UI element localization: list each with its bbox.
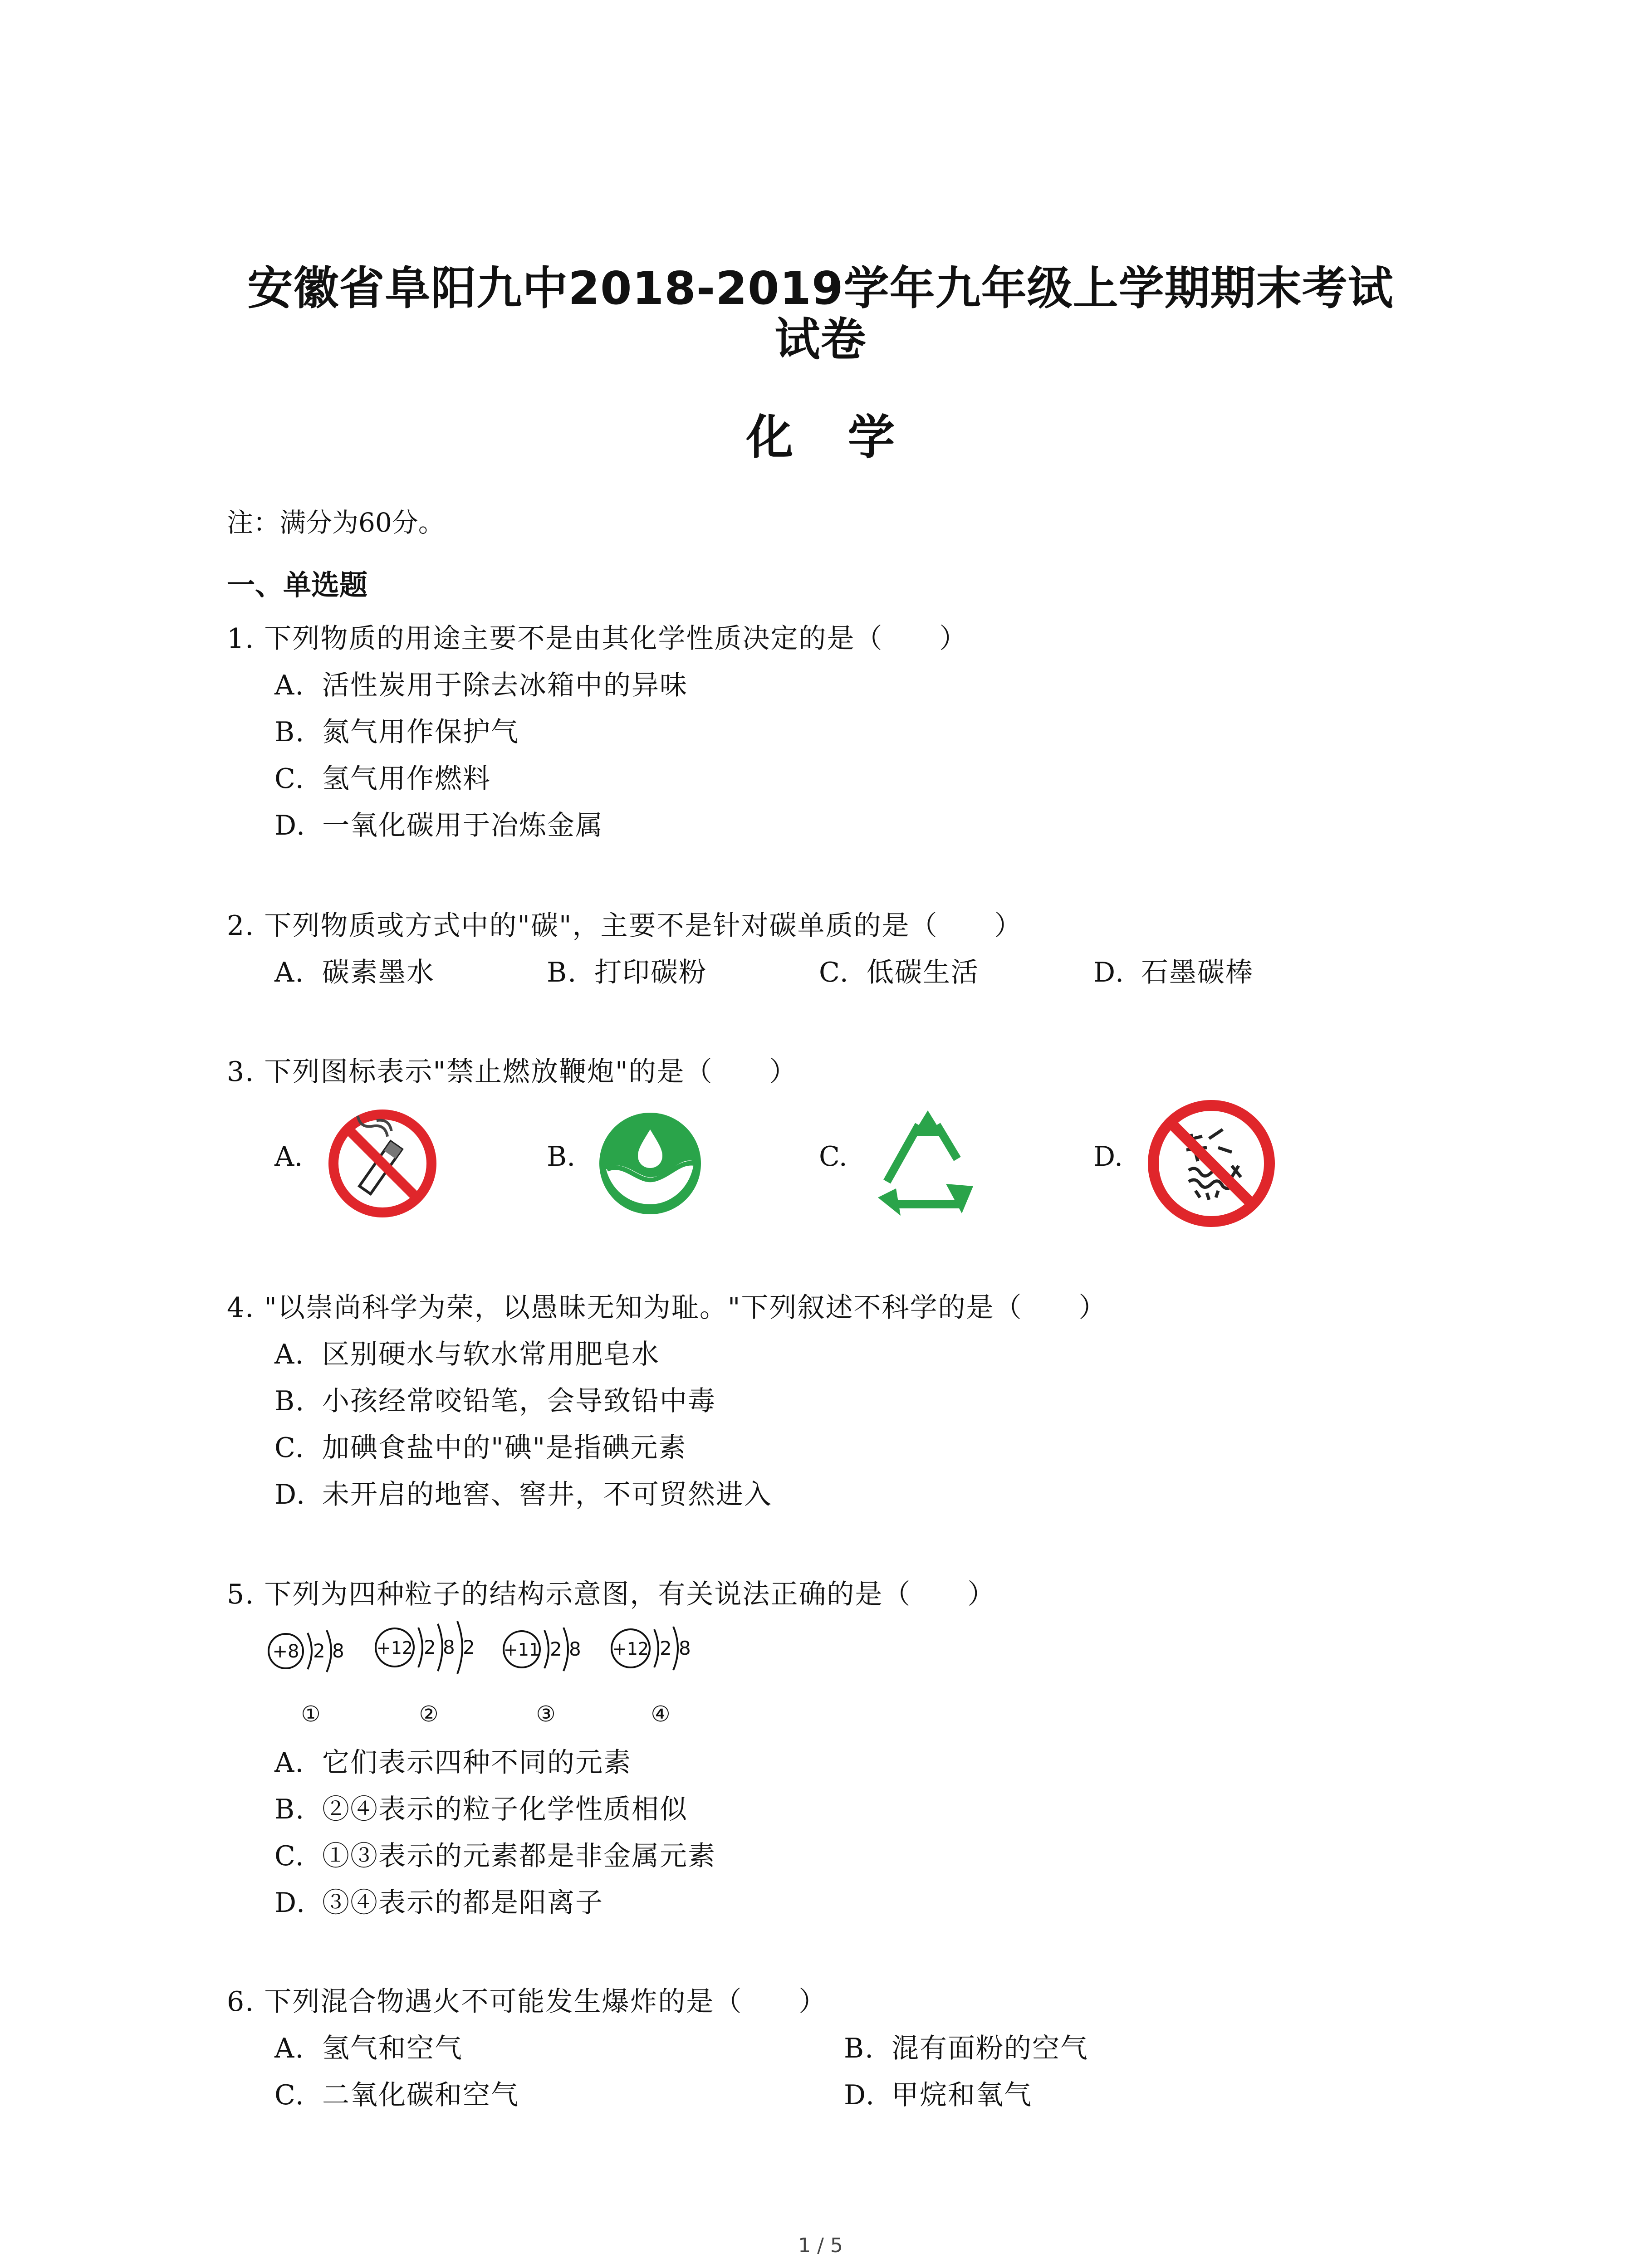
no-smoking-icon — [326, 1107, 439, 1220]
q3-option-c-label: C. — [819, 1141, 847, 1173]
option-text: 一氧化碳用于冶炼金属 — [322, 810, 603, 841]
atom-1-shell-1: 2 — [313, 1640, 325, 1662]
water-saving-icon — [598, 1111, 702, 1216]
option-text: 打印碳粉 — [594, 957, 707, 988]
option-label: C. — [274, 1432, 305, 1464]
atom-1-label: ① — [301, 1701, 321, 1727]
score-note: 注：满分为60分。 — [227, 507, 445, 538]
option-label: A. — [274, 957, 305, 988]
option-label: D. — [274, 810, 306, 841]
option-label: A. — [274, 1339, 305, 1370]
atom-1-nucleus: +8 — [272, 1641, 299, 1662]
q2-option-d — [1093, 951, 1254, 990]
atom-4-nucleus: +12 — [612, 1639, 649, 1659]
q2-option-c — [819, 951, 979, 990]
atom-diagram-2 — [376, 1621, 475, 1727]
q5-option-b — [274, 1788, 688, 1827]
option-label: C. — [274, 1840, 305, 1872]
recycle-icon — [869, 1107, 987, 1220]
option-label: D. — [274, 1887, 306, 1919]
q6-option-a — [274, 2027, 463, 2066]
option-text: 加碘食盐中的"碘"是指碘元素 — [322, 1432, 687, 1464]
subject-char-2: 学 — [847, 410, 895, 465]
option-label: A. — [274, 1747, 305, 1779]
q4-option-b — [274, 1379, 716, 1418]
option-label: C. — [274, 2079, 305, 2111]
question-5-stem: 5. 下列为四种粒子的结构示意图，有关说法正确的是（ ） — [227, 1579, 996, 1610]
q6-option-b — [844, 2027, 1088, 2066]
atom-2-shell-1: 2 — [424, 1636, 436, 1658]
option-text: 它们表示四种不同的元素 — [322, 1747, 632, 1779]
option-text: ①③表示的元素都是非金属元素 — [322, 1840, 716, 1872]
subject-title — [0, 399, 1641, 467]
option-label: C. — [819, 957, 849, 988]
atom-4-shell-1: 2 — [660, 1637, 672, 1659]
atom-4-shell-2: 8 — [679, 1637, 691, 1659]
atom-structure-diagrams — [259, 1615, 712, 1733]
option-text: 石墨碳棒 — [1141, 957, 1254, 988]
option-text: 混有面粉的空气 — [892, 2033, 1088, 2064]
q6-option-c — [274, 2073, 519, 2112]
option-text: 低碳生活 — [867, 957, 979, 988]
option-text: ②④表示的粒子化学性质相似 — [322, 1794, 688, 1825]
option-text: 未开启的地窖、窖井，不可贸然进入 — [322, 1479, 772, 1510]
q4-option-a — [274, 1333, 660, 1372]
section-title: 一、单选题 — [227, 568, 368, 601]
q1-option-a — [274, 664, 688, 703]
question-3-stem: 3. 下列图标表示"禁止燃放鞭炮"的是（ ） — [227, 1056, 798, 1088]
q1-option-c — [274, 757, 491, 796]
atom-3-shell-2: 8 — [569, 1638, 581, 1660]
q3-option-d-label: D. — [1093, 1141, 1123, 1173]
option-label: B. — [274, 1794, 305, 1825]
q3-option-a-label: A. — [274, 1141, 303, 1173]
option-label: A. — [274, 670, 305, 701]
page-number: 1 / 5 — [798, 2234, 843, 2257]
exam-title-line2: 试卷 — [774, 313, 867, 366]
atom-2-shell-2: 8 — [443, 1636, 455, 1658]
option-text: 小孩经常咬铅笔，会导致铅中毒 — [322, 1385, 716, 1417]
option-label: B. — [274, 1385, 305, 1417]
option-text: 碳素墨水 — [322, 957, 435, 988]
q4-option-c — [274, 1426, 686, 1465]
option-text: ③④表示的都是阳离子 — [322, 1887, 603, 1919]
question-4-stem: 4. "以崇尚科学为荣，以愚昧无知为耻。"下列叙述不科学的是（ ） — [227, 1292, 1107, 1324]
q1-option-d — [274, 804, 603, 843]
q3-option-b-label: B. — [547, 1141, 576, 1173]
q6-option-d — [844, 2073, 1032, 2112]
option-text: 氮气用作保护气 — [322, 716, 519, 748]
atom-3-label: ③ — [536, 1701, 556, 1727]
atom-4-label: ④ — [651, 1701, 671, 1727]
atom-2-shell-3: 2 — [463, 1636, 475, 1658]
atom-2-label: ② — [419, 1701, 439, 1727]
q5-option-c — [274, 1834, 716, 1873]
atom-2-nucleus: +12 — [376, 1638, 413, 1658]
atom-diagram-4 — [612, 1627, 691, 1727]
atom-1-shell-2: 8 — [332, 1640, 344, 1662]
option-label: C. — [274, 763, 305, 795]
question-6-stem: 6. 下列混合物遇火不可能发生爆炸的是（ ） — [227, 1986, 827, 2018]
option-text: 甲烷和氧气 — [892, 2079, 1032, 2111]
option-text: 氢气用作燃料 — [322, 763, 491, 795]
option-text: 活性炭用于除去冰箱中的异味 — [322, 670, 688, 701]
option-label: B. — [274, 716, 305, 748]
q1-option-b — [274, 710, 519, 749]
option-label: D. — [274, 1479, 306, 1510]
exam-title-line1: 安徽省阜阳九中2018-2019学年九年级上学期期末考试 — [247, 262, 1394, 315]
question-2-stem: 2. 下列物质或方式中的"碳"，主要不是针对碳单质的是（ ） — [227, 910, 1023, 942]
no-firecrackers-icon — [1146, 1098, 1277, 1229]
option-label: A. — [274, 2033, 305, 2064]
q5-option-a — [274, 1741, 632, 1780]
option-text: 氢气和空气 — [322, 2033, 463, 2064]
question-1-stem: 1. 下列物质的用途主要不是由其化学性质决定的是（ ） — [227, 623, 968, 655]
atom-diagram-1 — [269, 1630, 344, 1727]
atom-3-shell-1: 2 — [550, 1638, 562, 1660]
option-label: D. — [844, 2079, 876, 2111]
option-text: 区别硬水与软水常用肥皂水 — [322, 1339, 660, 1370]
option-label: D. — [1093, 957, 1125, 988]
q4-option-d — [274, 1473, 772, 1512]
option-text: 二氧化碳和空气 — [322, 2079, 519, 2111]
q2-option-a — [274, 951, 435, 990]
atom-diagram-3 — [504, 1628, 581, 1727]
atom-3-nucleus: +11 — [503, 1640, 540, 1660]
option-label: B. — [547, 957, 578, 988]
q5-option-d — [274, 1881, 603, 1920]
q2-option-b — [547, 951, 707, 990]
subject-char-1: 化 — [746, 410, 794, 465]
option-label: B. — [844, 2033, 875, 2064]
